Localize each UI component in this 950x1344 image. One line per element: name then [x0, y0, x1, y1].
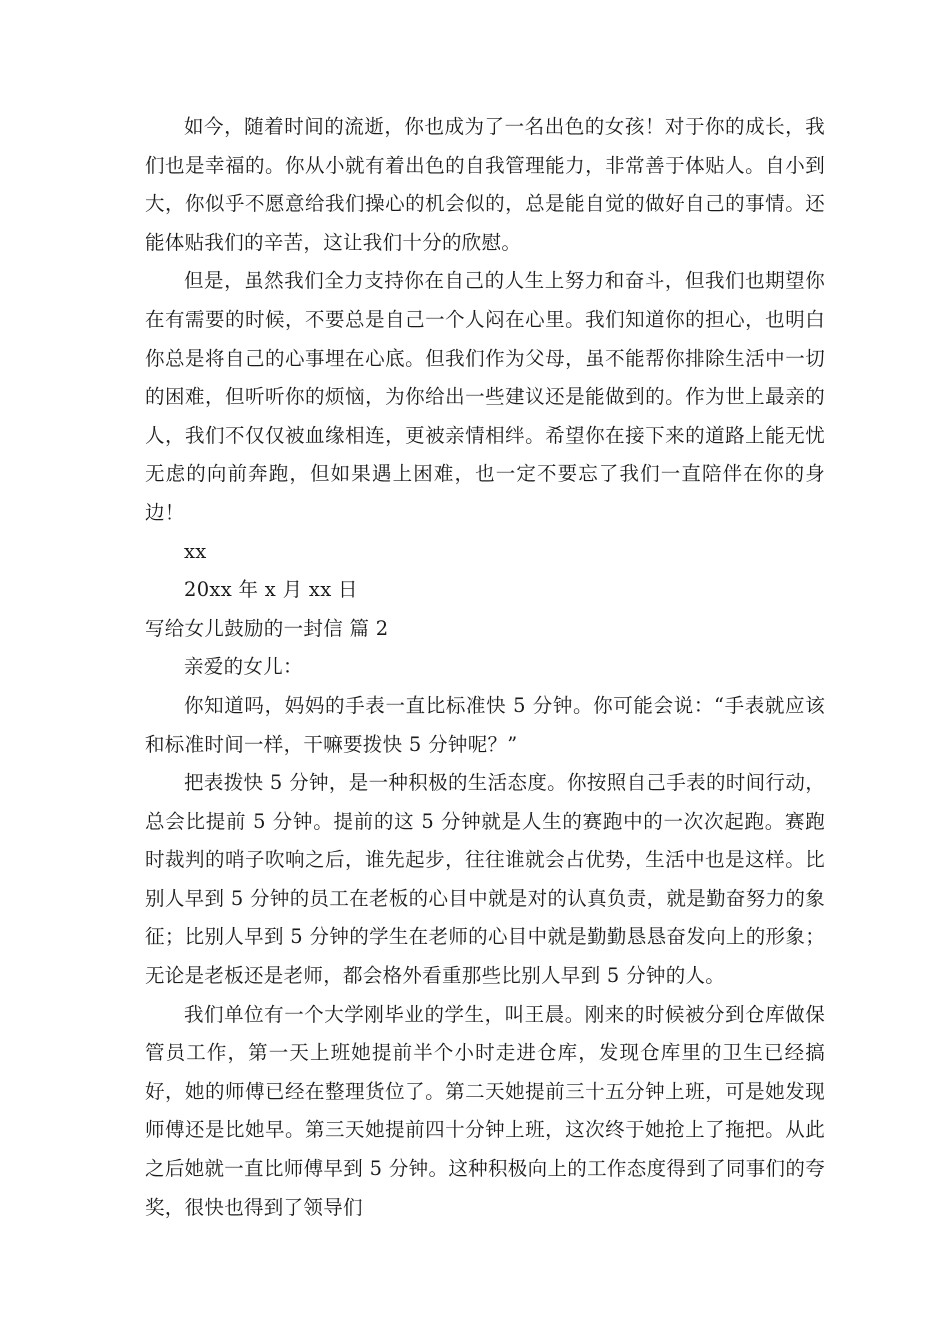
paragraph-5: 我们单位有一个大学刚毕业的学生，叫王晨。刚来的时候被分到仓库做保管员工作，第一天上班她提前半个小时走进仓库，发现仓库里的卫生已经搞好，她的师傅已经在整理货位了。第二天她提前三十五分钟上班，可是她发现师傅还是比她早。第三天她提前四十分钟上班，这次终于她抢上了拖把。从此之后她就一直比师傅早到 5 分钟。这种积极向上的工作态度得到了同事们的夸奖，很快也得到了领导们	[145, 1002, 825, 1219]
section-title: 写给女儿鼓励的一封信 篇 2	[145, 616, 389, 640]
paragraph-3: 你知道吗，妈妈的手表一直比标准快 5 分钟。你可能会说：“手表就应该和标准时间一样，干嘛要拨快 5 分钟呢？”	[145, 693, 825, 756]
document-body	[145, 108, 825, 1227]
letter-date: 20xx 年 x 月 xx 日	[184, 578, 358, 602]
paragraph-2: 但是，虽然我们全力支持你在自己的人生上努力和奋斗，但我们也期望你在有需要的时候，不要总是自己一个人闷在心里。我们知道你的担心，也明白你总是将自己的心事埋在心底。但我们作为父母，虽不能帮你排除生活中一切的困难，但听听你的烦恼，为你给出一些建议还是能做到的。作为世上最亲的人，我们不仅仅被血缘相连，更被亲情相绊。希望你在接下来的道路上能无忧无虑的向前奔跑，但如果遇上困难，也一定不要忘了我们一直陪伴在你的身边！	[145, 269, 825, 524]
paragraph-1: 如今，随着时间的流逝，你也成为了一名出色的女孩！对于你的成长，我们也是幸福的。你从小就有着出色的自我管理能力，非常善于体贴人。自小到大，你似乎不愿意给我们操心的机会似的，总是能自觉的做好自己的事情。还能体贴我们的辛苦，这让我们十分的欣慰。	[145, 115, 825, 254]
greeting: 亲爱的女儿：	[184, 655, 303, 679]
paragraph-4: 把表拨快 5 分钟，是一种积极的生活态度。你按照自己手表的时间行动，总会比提前 5 分钟。提前的这 5 分钟就是人生的赛跑中的一次次起跑。赛跑时裁判的哨子吹响之后，谁先起步，往往谁就会占优势，生活中也是这样。比别人早到 5 分钟的员工在老板的心目中就是对的认真负责，就是勤奋努力的象征；比别人早到 5 分钟的学生在老师的心目中就是勤勤恳恳奋发向上的形象；无论是老板还是老师，都会格外看重那些比别人早到 5 分钟的人。	[145, 771, 825, 988]
signature: xx	[184, 539, 207, 563]
